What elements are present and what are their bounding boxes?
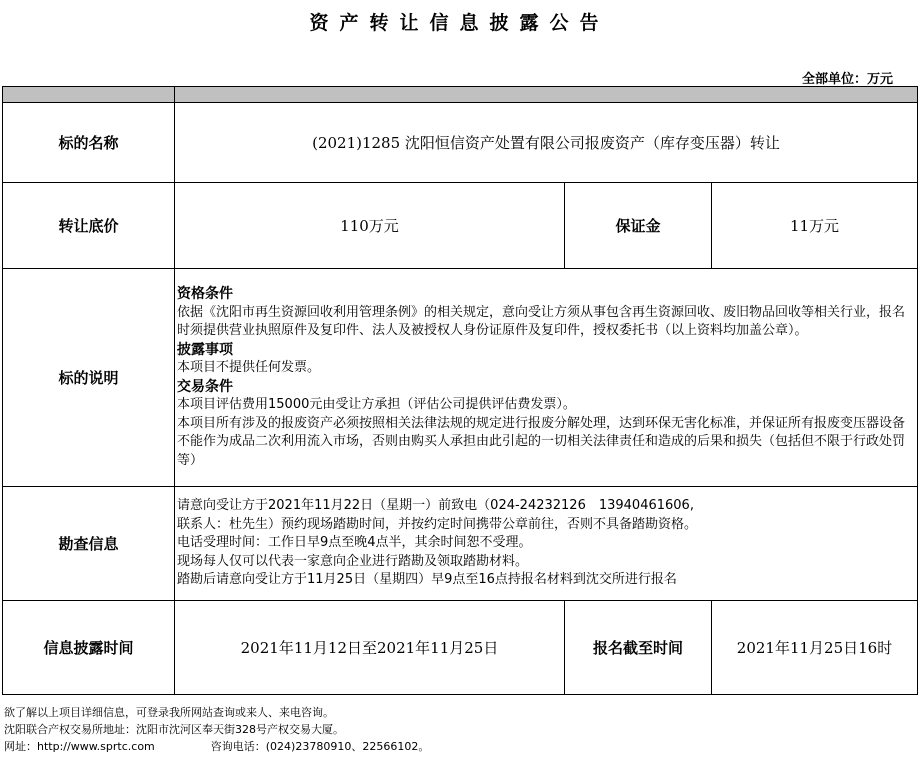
asset-name-value: (2021)1285 沈阳恒信资产处置有限公司报废资产（库存变压器）转让 <box>175 103 918 183</box>
reserve-price-value: 110万元 <box>175 183 565 269</box>
trade-title: 交易条件 <box>177 378 233 395</box>
inspection-line: 现场每人仅可以代表一家意向企业进行踏勘及领取踏勘材料。 <box>177 553 529 569</box>
header-band <box>3 87 918 103</box>
row-description <box>3 269 918 487</box>
header-band-cell <box>3 87 175 103</box>
row-inspection <box>3 487 918 601</box>
description-label: 标的说明 <box>3 269 175 487</box>
period-label: 信息披露时间 <box>3 601 175 695</box>
website-link[interactable]: 网址：http://www.sprtc.com <box>4 740 155 753</box>
footer-address: 沈阳联合产权交易所地址：沈阳市沈河区奉天街328号产权交易大厦。 <box>4 723 344 736</box>
deadline-label: 报名截至时间 <box>565 601 712 695</box>
footer <box>4 704 429 755</box>
footer-contact <box>4 738 429 755</box>
disclosure-title: 披露事项 <box>177 341 233 358</box>
reserve-price-label: 转让底价 <box>3 183 175 269</box>
row-asset-name <box>3 103 918 183</box>
inspection-label: 勘查信息 <box>3 487 175 601</box>
row-disclosure-period <box>3 601 918 695</box>
footer-line: 欲了解以上项目详细信息，可登录我所网站查询或来人、来电咨询。 <box>4 706 334 719</box>
trade-text-1: 本项目评估费用15000元由受让方承担（评估公司提供评估费发票）。 <box>177 397 576 412</box>
inspection-line: 联系人：杜先生）预约现场踏勘时间，并按约定时间携带公章前往，否则不具备踏勘资格。 <box>177 516 698 532</box>
inspection-body <box>175 487 918 601</box>
inspection-line: 请意向受让方于2021年11月22日（星期一）前致电（024-24232126 13940461606, <box>177 498 694 514</box>
unit-note: 全部单位：万元 <box>801 72 893 87</box>
phone-text: 咨询电话：(024)23780910、22566102。 <box>210 740 430 753</box>
deposit-label: 保证金 <box>565 183 712 269</box>
page-title: 资产转让信息披露公告 <box>309 12 610 34</box>
inspection-line: 电话受理时间：工作日早9点至晚4点半，其余时间恕不受理。 <box>177 535 532 551</box>
asset-name-label: 标的名称 <box>3 103 175 183</box>
header-band-cell <box>175 87 918 103</box>
description-body <box>175 269 918 487</box>
trade-text-2: 本项目所有涉及的报废资产必须按照相关法律法规的规定进行报废分解处理，达到环保无害化标准，并保证所有报废变压器设备不能作为成品二次利用流入市场，否则由购买人承担由此引起的一切相关法律责任和造成的后果和损失（包括但不限于行政处罚等） <box>177 415 906 468</box>
disclosure-text: 本项目不提供任何发票。 <box>177 360 321 375</box>
qualification-title: 资格条件 <box>177 286 233 302</box>
period-value: 2021年11月12日至2021年11月25日 <box>175 601 565 695</box>
disclosure-table <box>2 86 918 695</box>
inspection-line: 踏勘后请意向受让方于11月25日（星期四）早9点至16点持报名材料到沈交所进行报名 <box>177 572 677 588</box>
qualification-text: 依据《沈阳市再生资源回收利用管理条例》的相关规定，意向受让方须从事包含再生资源回收、废旧物品回收等相关行业，报名时须提供营业执照原件及复印件、法人及被授权人身份证原件及复印件，授权委托书（以上资料均加盖公章）。 <box>177 304 906 338</box>
row-reserve-price <box>3 183 918 269</box>
deadline-value: 2021年11月25日16时 <box>712 601 918 695</box>
deposit-value: 11万元 <box>712 183 918 269</box>
